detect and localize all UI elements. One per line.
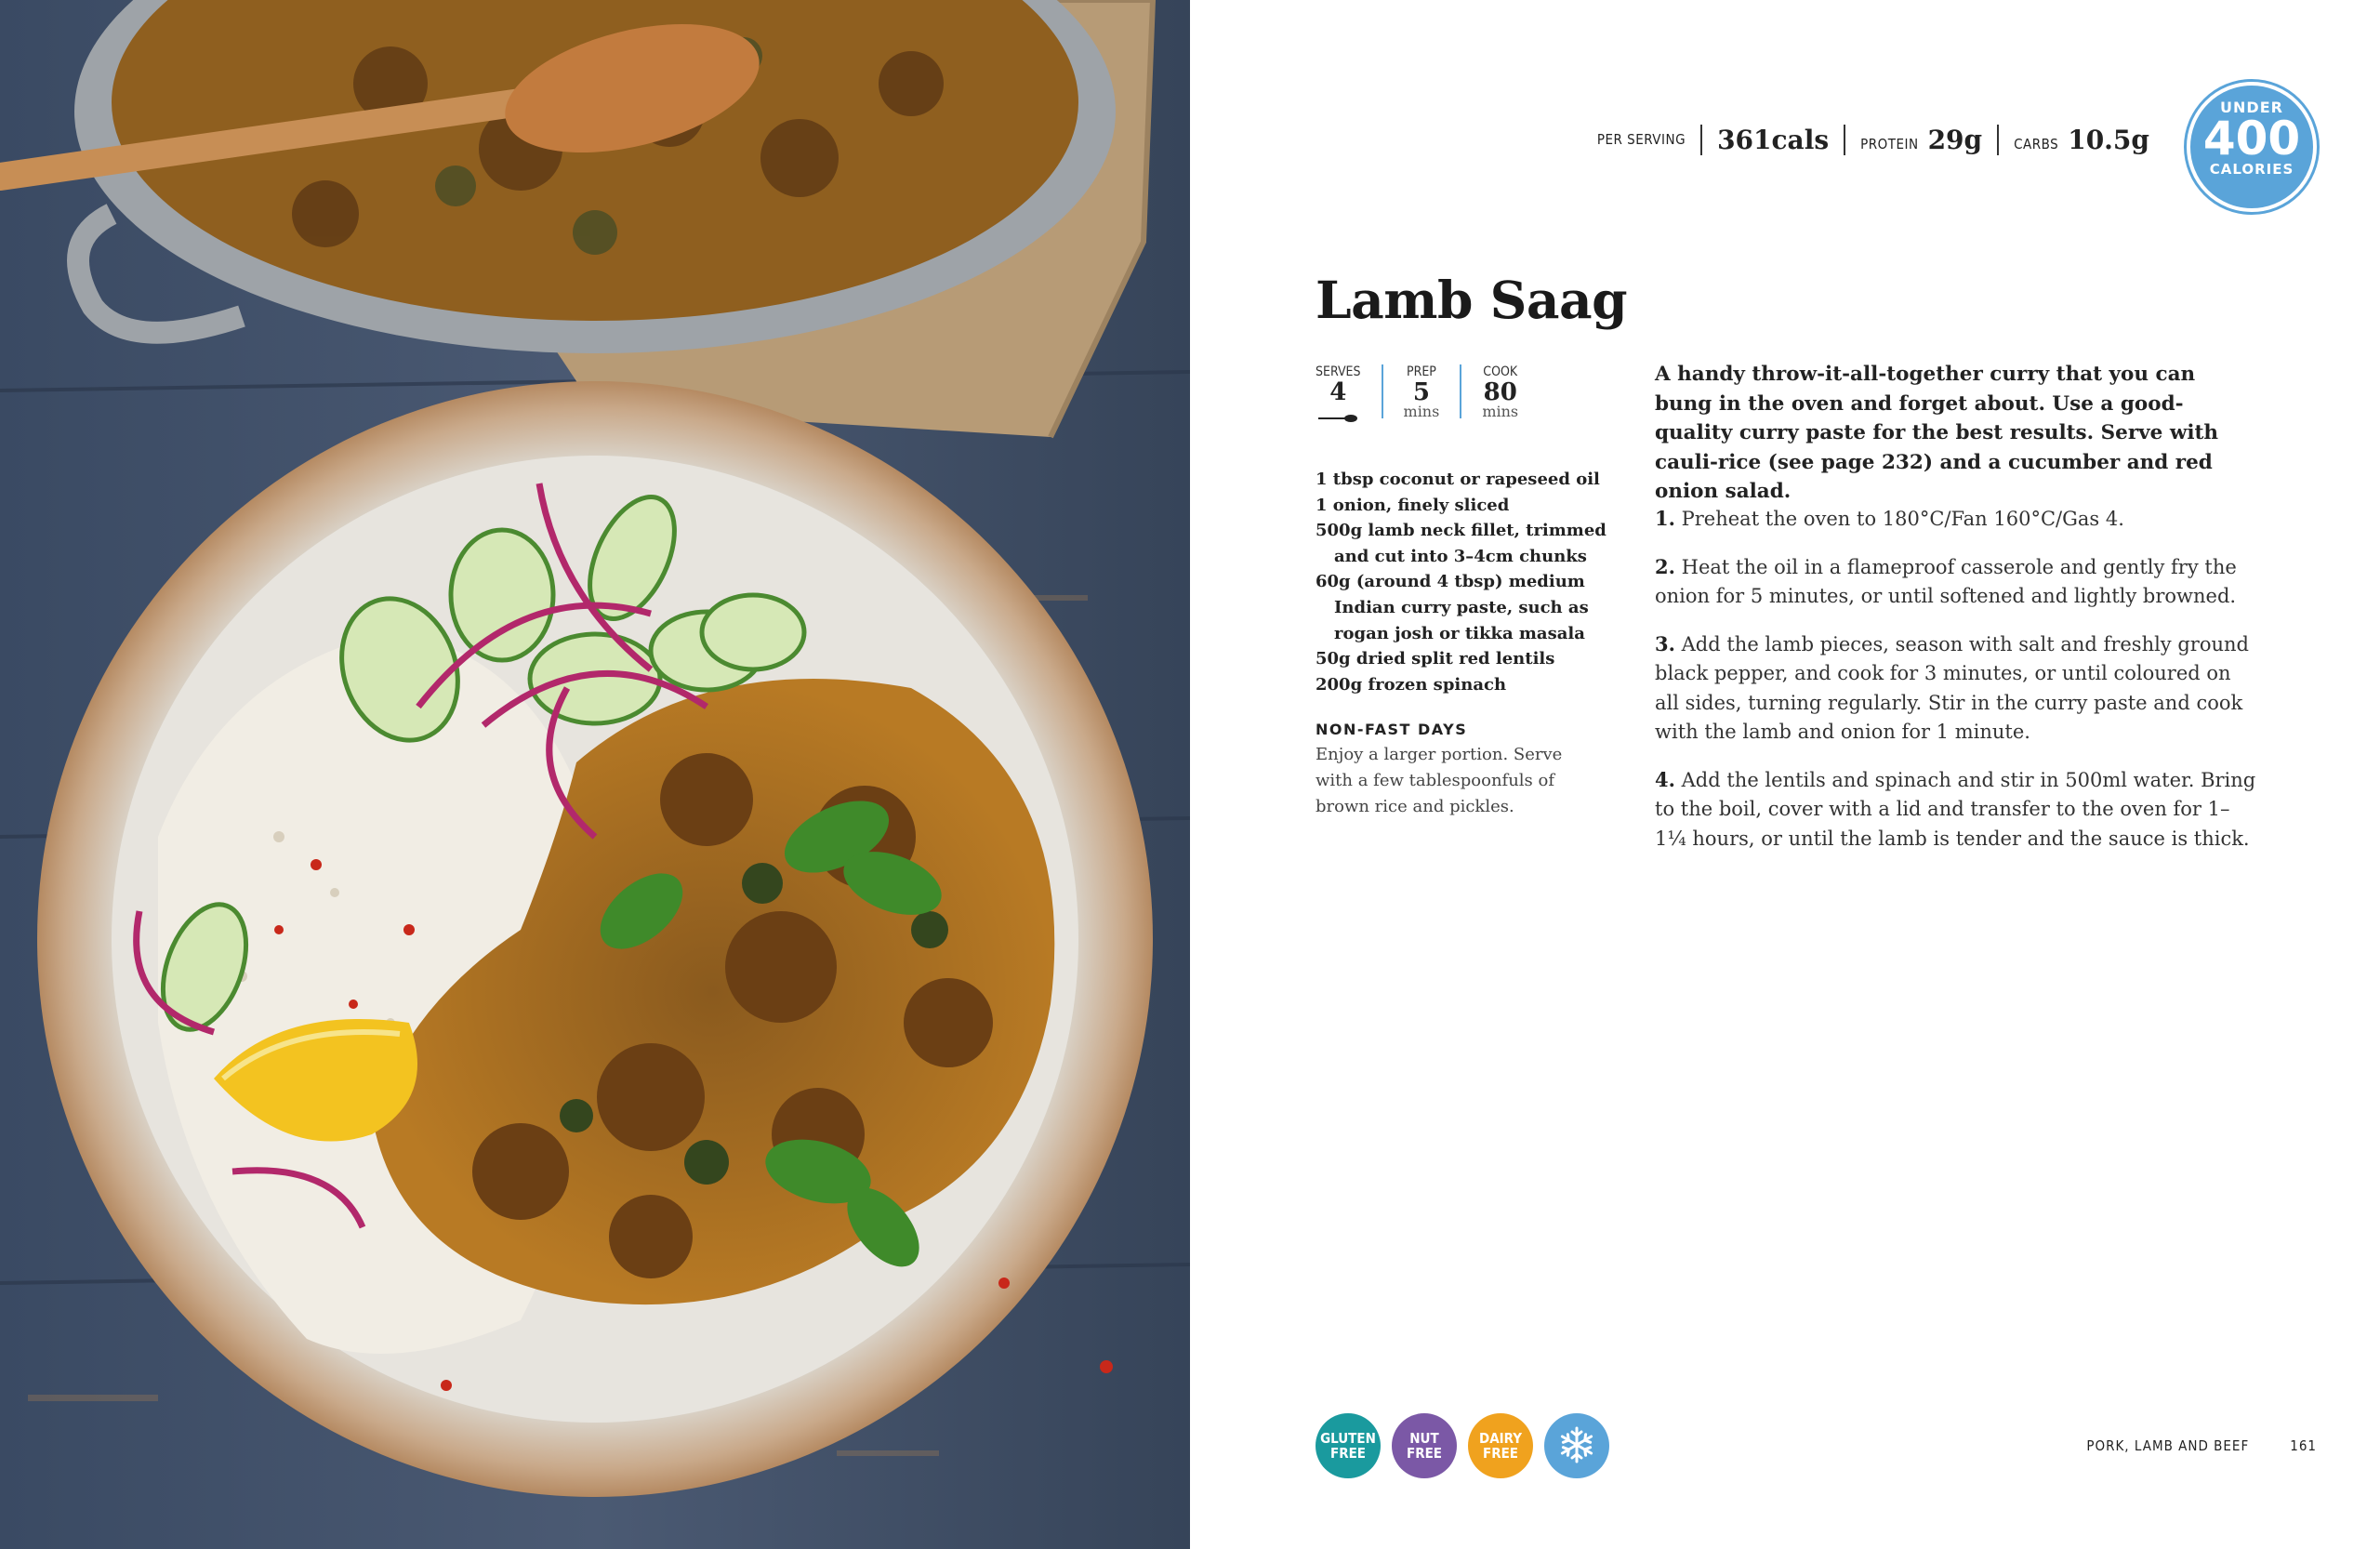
per-serving-label: PER SERVING (1596, 131, 1686, 148)
method-steps (1655, 504, 2259, 871)
page-footer (2086, 1437, 2317, 1454)
method-step (1655, 765, 2259, 854)
carbs-label: CARBS (2014, 135, 2059, 152)
prep-value: 5 (1412, 378, 1430, 406)
under-400-calories-badge (2187, 82, 2317, 212)
non-fast-days-text: Enjoy a larger portion. Serve with a few tablespoonfuls of brown rice and pickles. (1316, 745, 1563, 816)
calories-value: 361cals (1717, 124, 1830, 155)
badge-number: 400 (2202, 112, 2301, 165)
serves-label: SERVES (1316, 364, 1361, 379)
spoon-icon (1318, 409, 1357, 418)
non-fast-days-heading: NON-FAST DAYS (1316, 721, 1468, 738)
carbs-value: 10.5g (2068, 124, 2149, 155)
serves-value: 4 (1329, 378, 1347, 406)
ingredient-item: 60g (around 4 tbsp) medium Indian curry paste, such as rogan josh or tikka masala (1316, 572, 1589, 643)
badge-line-2: FREE (1406, 1445, 1443, 1462)
snowflake-icon (1556, 1424, 1597, 1468)
step-number: 4. (1655, 767, 1675, 791)
section-name: PORK, LAMB AND BEEF (2086, 1437, 2250, 1454)
serves (1316, 364, 1382, 418)
badge-line-2: FREE (1482, 1445, 1519, 1462)
ingredient-item: 50g dried split red lentils (1316, 649, 1555, 669)
step-text: Preheat the oven to 180°C/Fan 160°C/Gas 4. (1681, 508, 2124, 530)
gluten-free-badge (1316, 1413, 1381, 1478)
nut-free-badge (1392, 1413, 1457, 1478)
badge-line-1: DAIRY (1478, 1430, 1522, 1447)
non-fast-days (1316, 721, 1594, 820)
method-step (1655, 629, 2259, 748)
cook-label: COOK (1483, 364, 1518, 379)
calories (1700, 125, 1844, 155)
badge-line-1: GLUTEN (1320, 1430, 1376, 1447)
method-step (1655, 504, 2259, 535)
badge-line-1: NUT (1409, 1430, 1439, 1447)
dairy-free-badge (1468, 1413, 1533, 1478)
badge-line-2: FREE (1329, 1445, 1367, 1462)
step-number: 3. (1655, 631, 1675, 655)
cook-value: 80 (1483, 378, 1517, 406)
recipe-title: Lamb Saag (1316, 270, 1628, 330)
protein (1844, 125, 1997, 155)
ingredient-item: 1 onion, finely sliced (1316, 495, 1510, 515)
prep-label: PREP (1406, 364, 1436, 379)
step-text: Add the lentils and spinach and stir in 500ml water. Bring to the boil, cover with a lid and transfer to the oven for 1–1¼ hours, or until the lamb is tender and the sauce is thick. (1655, 768, 2256, 850)
protein-value: 29g (1927, 124, 1983, 155)
method-step (1655, 552, 2259, 612)
step-text: Heat the oil in a flameproof casserole and gently fry the onion for 5 minutes, or until softened and lightly browned. (1655, 555, 2237, 607)
per-serving (1582, 131, 1700, 148)
freezable-badge (1544, 1413, 1609, 1478)
ingredient-item: 200g frozen spinach (1316, 674, 1507, 695)
step-number: 2. (1655, 554, 1675, 578)
dietary-badges (1316, 1413, 1609, 1478)
nutrition-bar (1582, 119, 2164, 160)
recipe-page (1190, 0, 2380, 1549)
recipe-meta (1316, 364, 1539, 418)
prep-unit: mins (1403, 403, 1440, 420)
badge-top-text: UNDER (2220, 99, 2283, 116)
recipe-intro: A handy throw-it-all-together curry that you can bung in the oven and forget about. Use a good-quality curry paste for the best results. Serve with cauli-rice (see page 232) and a cucumber and red onion salad. (1655, 363, 2219, 503)
carbs (1997, 125, 2164, 155)
step-text: Add the lamb pieces, season with salt and freshly ground black pepper, and cook for 3 minutes, or until coloured on all sides, turning regularly. Stir in the curry paste and cook with the lamb and onion for 1 minute. (1655, 632, 2249, 743)
protein-label: PROTEIN (1860, 135, 1919, 152)
ingredients-list (1316, 467, 1622, 697)
step-number: 1. (1655, 507, 1675, 530)
ingredient-item: 500g lamb neck fillet, trimmed and cut into 3–4cm chunks (1316, 521, 1606, 566)
badge-bottom-text: CALORIES (2209, 161, 2294, 178)
ingredient-item: 1 tbsp coconut or rapeseed oil (1316, 470, 1600, 489)
cook-unit: mins (1482, 403, 1519, 420)
cook-time (1460, 364, 1539, 418)
page-number: 161 (2290, 1437, 2317, 1454)
prep-time (1382, 364, 1461, 418)
